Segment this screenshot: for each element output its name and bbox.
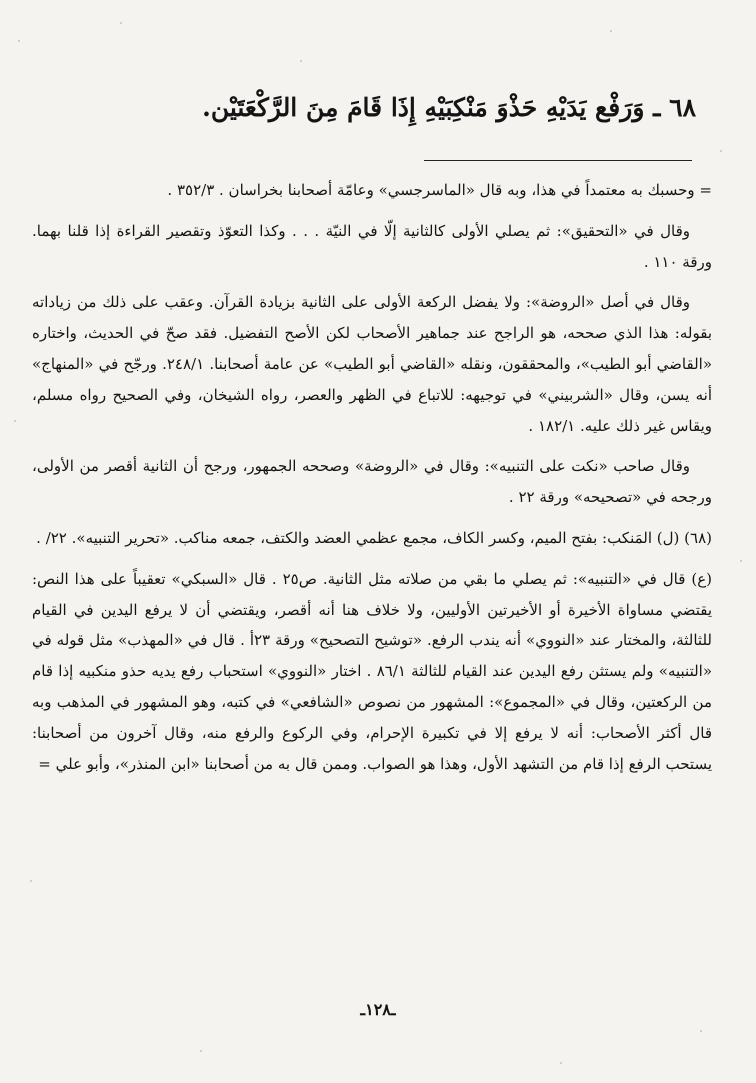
section-heading: ٦٨ ـ وَرَفْع يَدَيْهِ حَذْوَ مَنْكِبَيْهِ إِذَا قَامَ مِنَ الرَّكْعَتَيْن. bbox=[202, 93, 696, 122]
scan-speck bbox=[300, 60, 302, 62]
scan-speck bbox=[610, 30, 612, 32]
footnote-continuation: = وحسبك به معتمداً في هذا، وبه قال «الماسرجسي» وعامّة أصحابنا بخراسان . ٣٥٢/٣ . bbox=[167, 181, 712, 199]
footnote-tahqiq: وقال في «التحقيق»: ثم يصلي الأولى كالثانية إلّا في النيّة . . . وكذا التعوّذ وتقصير القراءة إذا قلنا بهما. ورقة ١١٠ . bbox=[32, 221, 712, 271]
scan-speck bbox=[18, 40, 20, 42]
scan-speck bbox=[560, 1062, 562, 1064]
footnote-lang-note: (٦٨) (ل) المَنكب: بفتح الميم، وكسر الكاف، مجمع عظمي العضد والكتف، جمعه مناكب. «تحرير التنبيه». ٢٢/ . bbox=[36, 528, 712, 547]
footnote-ayn-note: (ع) قال في «التنبيه»: ثم يصلي ما بقي من صلاته مثل الثانية. ص٢٥ . قال «السبكي» تعقيباً على هذا النص: يقتضي مساواة الأخيرة أو الأخيرتين الأوليين، ولا خلاف هنا أنه أقصر، ويقتضي أن لا يرفع اليدين في القيام للثالثة، والمختار عند «النووي» أنه يندب الرفع. «توشيح التصحيح» ورقة ٢٣أ . قال في «المهذب» مثل قوله في «التنبيه» ولم يستثن رفع اليدين عند القيام للثالثة ٨٦/١ . اختار «النووي» استحباب رفع يديه حذو منكبيه إذا قام من الركعتين، وقال في «المجموع»: المشهور من نصوص «الشافعي» في كتبه، وهو المشهور في المذهب وبه قال أكثر الأصحاب: أنه لا يرفع إلا في تكبيرة الإحرام، وفي الركوع والرفع منه، وقال آخرون من أصحابنا: يستحب الرفع إذا قام من التشهد الأول، وهذا هو الصواب. وممن قال به من أصحابنا «ابن المنذر»، وأبو علي = bbox=[32, 569, 713, 773]
footnote-rawda: وقال في أصل «الروضة»: ولا يفضل الركعة الأولى على الثانية بزيادة القرآن. وعقب على ذلك من زياداته بقوله: هذا الذي صححه، هو الراجح عند جماهير الأصحاب لكن الأصح التفضيل. فقد صحّ في الحديث، واختاره «القاضي أبو الطيب»، والمحققون، ونقله «القاضي أبو الطيب» عن عامة أصحابنا. ٢٤٨/١. ورجّح في «المنهاج» أنه يسن، وقال «الشربيني» في توجيهه: للاتباع في الظهر والعصر، رواه الشيخان، وفي الصحيح رواه مسلم، ويقاس غير ذلك عليه. ١٨٢/١ . bbox=[32, 293, 712, 435]
scan-speck bbox=[14, 420, 16, 422]
scan-speck bbox=[120, 22, 122, 24]
footnote-nukat: وقال صاحب «نكت على التنبيه»: وقال في «الروضة» وصححه الجمهور، ورجح أن الثانية أقصر من الأولى، ورجحه في «تصحيحه» ورقة ٢٢ . bbox=[32, 457, 712, 507]
scan-speck bbox=[740, 560, 742, 562]
scan-speck bbox=[720, 150, 722, 152]
footnotes-body bbox=[32, 175, 712, 789]
scan-speck bbox=[700, 1030, 702, 1032]
scan-speck bbox=[200, 1050, 202, 1052]
footnote-separator bbox=[424, 160, 692, 161]
page-number: ـ١٢٨ـ bbox=[360, 1000, 396, 1019]
scan-speck bbox=[30, 880, 32, 882]
